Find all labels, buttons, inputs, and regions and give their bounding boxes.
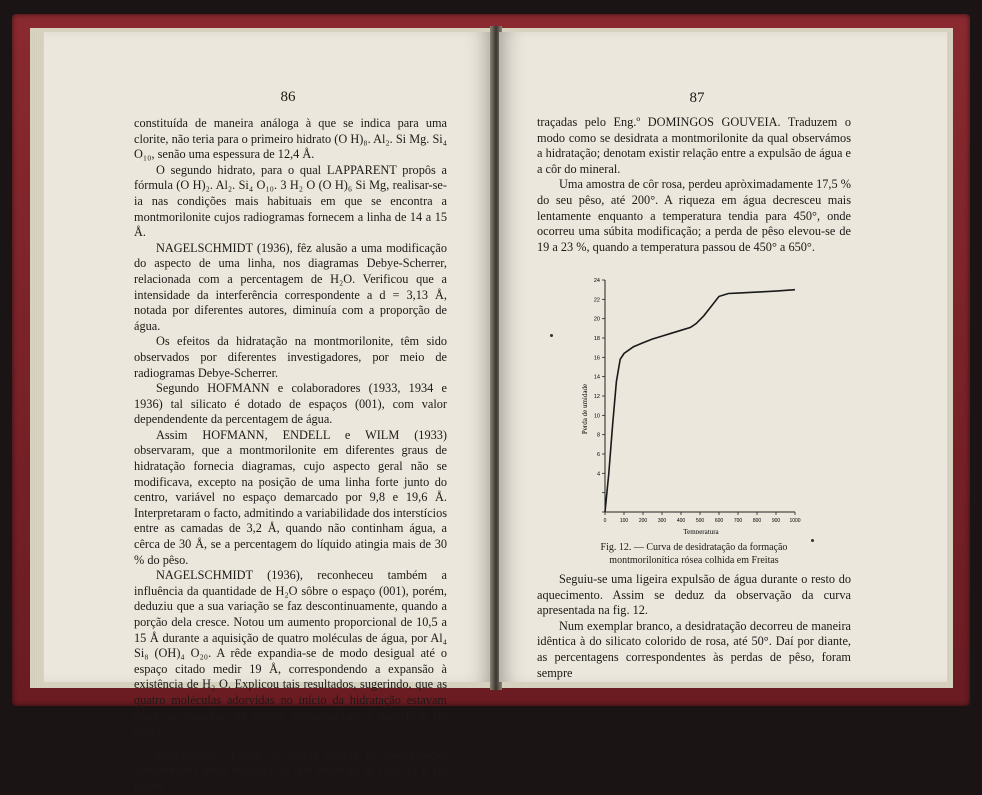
chart-axes xyxy=(605,280,795,512)
paragraph: Assim HOFMANN, ENDELL e WILM (1933) observaram, que a montmorilonite em diferentes graus de hidratação fornecia diagramas, cujo aspecto geral não se modificava, excepto na posição de uma linha forte junto do centro, variável no espaço demarcado por 9,8 e 19,6 Å. Interpretaram o facto, admitindo a variabilidade dos interstícios entre as camadas de 3,2 Å, quando não continham água, a cêrca de 30 Å, se a percentagem do líquido atingia mais de 30 % do pêso. xyxy=(134,427,447,567)
paragraph: NAGELSCHMIDT (1936), reconheceu também a influência da quantidade de H₂O sôbre o espaço (001), porém, deduziu que a sua variação se faz descontinuamente, quando a porção dela cresce. Notou um aumento proporcional de 10,5 a 15 Å durante a aquisição de quatro moléculas de água, por Al₄ Si₈ (OH)₄ O₂₀. A rêde expandia-se de modo desigual até o espaço citado medir 19 Å, correspondendo a expansão à existência de H₂ O. Explicou tais resultados, sugerindo, que as quatro moléculas adorvidas no início da hidratação estavam entre as camadas; as outras, permaneciam à superfície do cristal. xyxy=(134,568,447,739)
paragraph: Num exemplar branco, a desidratação decorreu de maneira idêntica à do silicato colorido de rosa, até 50°. Daí por diante, as percentagens correspondentes às perdas de pêso, foram sempre xyxy=(537,618,851,680)
paragraph: NAGELSCHMIDT (1936), fêz alusão a uma modificação do aspecto de uma linha, nos diagramas Debye-Scherrer, relacionada com a percentagem de H₂O. Verificou que a intensidade da interferência correspondente a d = 3,13 Å, notada por diferentes autores, diminuía com a proporção de água. xyxy=(134,240,447,333)
dehydration-chart xyxy=(569,244,809,534)
page-number: 86 xyxy=(280,89,296,105)
paragraph: Uma amostra de côr rosa, perdeu apròximadamente 17,5 % do seu pêso, até 200°. A riqueza em água decresceu mais lentamente enquanto a temperatura tendia para 450°, onde ocorreu uma súbita modificação; a perda de pêso elevou-se de 19 a 23 %, quando a temperatura passou de 450° a 650°. xyxy=(537,177,851,254)
x-tick-label: 600 xyxy=(714,518,724,524)
paragraph: Seguiu-se uma ligeira expulsão de água durante o resto do aquecimento. Assim se deduz da observação da curva apresentada na fig. 12. xyxy=(537,572,851,618)
x-tick-label: 400 xyxy=(676,518,686,524)
caption-line: Fig. 12. — Curva de desidratação da formação xyxy=(600,542,788,553)
speck xyxy=(811,539,814,542)
paragraph: O segundo hidrato, para o qual LAPPARENT propôs a fórmula (O H)₂. Al₂. Si₄ O₁₀. 3 H₂ O (O H)₆ Si Mg, realisar-se-ia nas condições mais habituais em que se encontra a montmorilonite cujos radiogramas fornecem a linha de 14 a 15 Å. xyxy=(134,162,447,240)
paragraph: traçadas pelo Eng.º DOMINGOS GOUVEIA. Traduzem o modo como se desidrata a montmorilonite da qual observámos a hidratação; denotam existir relação entre a expulsão de água e a côr do mineral. xyxy=(537,115,851,176)
right-page-body-bottom xyxy=(537,572,851,681)
y-tick-label: 12 xyxy=(593,394,600,400)
y-tick-label: 18 xyxy=(593,336,600,342)
x-tick-label: 100 xyxy=(619,518,629,524)
y-tick-label: 10 xyxy=(593,413,600,420)
series-line xyxy=(605,290,795,512)
x-tick-label: 700 xyxy=(733,518,743,524)
left-page xyxy=(44,32,492,793)
x-tick-label: 900 xyxy=(771,518,781,524)
figure-caption xyxy=(579,541,809,567)
x-tick-label: 1000 xyxy=(789,518,801,524)
x-tick-label: 0 xyxy=(603,518,607,524)
y-tick-label: 20 xyxy=(593,316,600,323)
right-page xyxy=(499,32,947,682)
paragraph: Segundo HOFMANN e colaboradores (1933, 1934 e 1936) tal silicato é dotado de espaços (001), com valor dependendente da percentagem de água. xyxy=(134,381,447,427)
x-ticks xyxy=(604,512,801,524)
y-tick-label: 6 xyxy=(596,452,600,458)
caption-line: montmorilonítica rósea colhida em Freitas xyxy=(609,555,779,566)
x-tick-label: 300 xyxy=(657,518,667,524)
y-ticks xyxy=(594,278,605,512)
speck xyxy=(550,334,553,337)
x-tick-label: 800 xyxy=(752,518,762,524)
y-tick-label: 8 xyxy=(596,432,600,439)
x-axis-label: Temperatura xyxy=(683,528,719,534)
paragraph: constituída de maneira análoga à que se indica para uma clorite, não teria para o primeiro hidrato (O H)₈. Al₂. Si Mg. Si₄ O₁₀, senão uma espessura de 12,4 Å. xyxy=(134,116,447,162)
y-tick-label: 14 xyxy=(593,374,600,381)
y-axis-label: Perda de umidade xyxy=(581,383,589,435)
right-page-body-top xyxy=(537,115,851,255)
x-tick-label: 200 xyxy=(638,518,648,524)
x-tick-label: 500 xyxy=(695,518,705,524)
left-page-body xyxy=(134,116,447,795)
page-number: 87 xyxy=(689,90,705,106)
y-tick-label: 4 xyxy=(596,471,600,478)
paragraph: Os efeitos da hidratação na montmorilonite, têm sido observados por diferentes investigadores, por meio de radiogramas Debye-Scherrer. xyxy=(134,334,447,380)
y-tick-label: 16 xyxy=(593,355,600,362)
paragraph: Desidratação: Como as outras curvas de desidratação apresentados neste trabalho, as que mostram as figs. 12 e 13, foram xyxy=(134,747,447,793)
y-tick-label: 24 xyxy=(593,278,600,284)
y-tick-label: 22 xyxy=(593,297,600,304)
